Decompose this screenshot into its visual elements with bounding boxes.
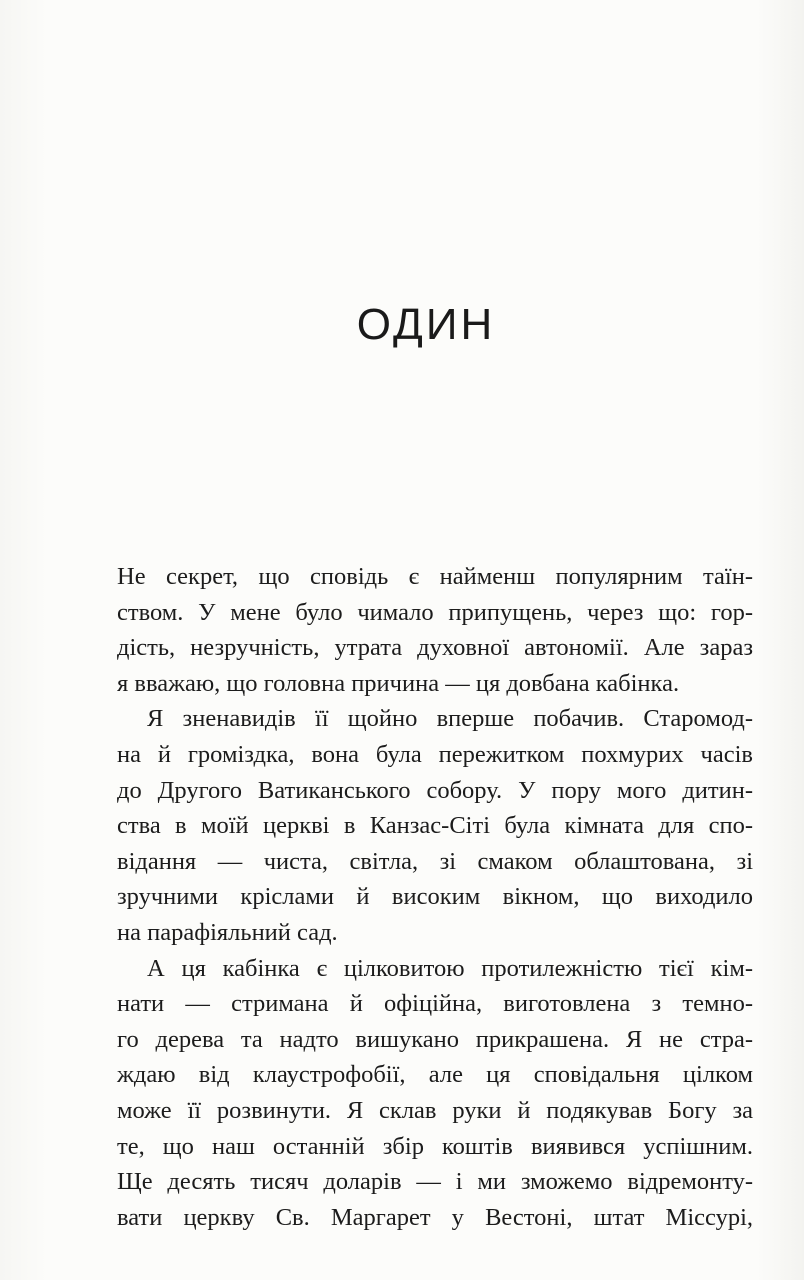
text-line: Я зненавидів її щойно вперше побачив. Старомод-: [147, 705, 753, 733]
text-line: ством. У мене було чимало припущень, через що: гор-: [117, 598, 753, 626]
chapter-body: [117, 559, 753, 1235]
text-line: ждаю від клаустрофобії, але ця сповідальня цілком: [117, 1061, 753, 1089]
text-line: на парафіяльний сад.: [117, 918, 338, 946]
text-line: дість, незручність, утрата духовної автономії. Але зараз: [117, 634, 753, 662]
text-line: до Другого Ватиканського собору. У пору мого дитин-: [117, 776, 753, 804]
text-line: вати церкву Св. Маргарет у Вестоні, штат Міссурі,: [117, 1203, 753, 1231]
paragraph-2: [117, 701, 753, 950]
text-line: Не секрет, що сповідь є найменш популярним таїн-: [117, 563, 753, 590]
text-line: може її розвинути. Я склав руки й подякував Богу за: [117, 1096, 753, 1124]
text-line: зручними кріслами й високим вікном, що виходило: [117, 883, 753, 911]
text-line: нати — стримана й офіційна, виготовлена з темно-: [117, 990, 753, 1018]
paragraph-1: [117, 559, 753, 701]
chapter-title: ОДИН: [356, 300, 496, 349]
text-line: ства в моїй церкві в Канзас-Сіті була кімната для спо-: [117, 812, 753, 840]
text-line: відання — чиста, світла, зі смаком облаштована, зі: [117, 847, 753, 875]
text-line: Ще десять тисяч доларів — і ми зможемо відремонту-: [117, 1168, 753, 1196]
text-line: го дерева та надто вишукано прикрашена. Я не стра-: [117, 1025, 753, 1053]
text-line: на й громіздка, вона була пережитком похмурих часів: [117, 740, 753, 768]
text-line: я вважаю, що головна причина — ця довбана кабінка.: [117, 669, 680, 697]
paragraph-3: [117, 951, 753, 1236]
text-line: А ця кабінка є цілковитою протилежністю тієї кім-: [147, 954, 753, 982]
text-line: те, що наш останній збір коштів виявився успішним.: [117, 1132, 753, 1160]
